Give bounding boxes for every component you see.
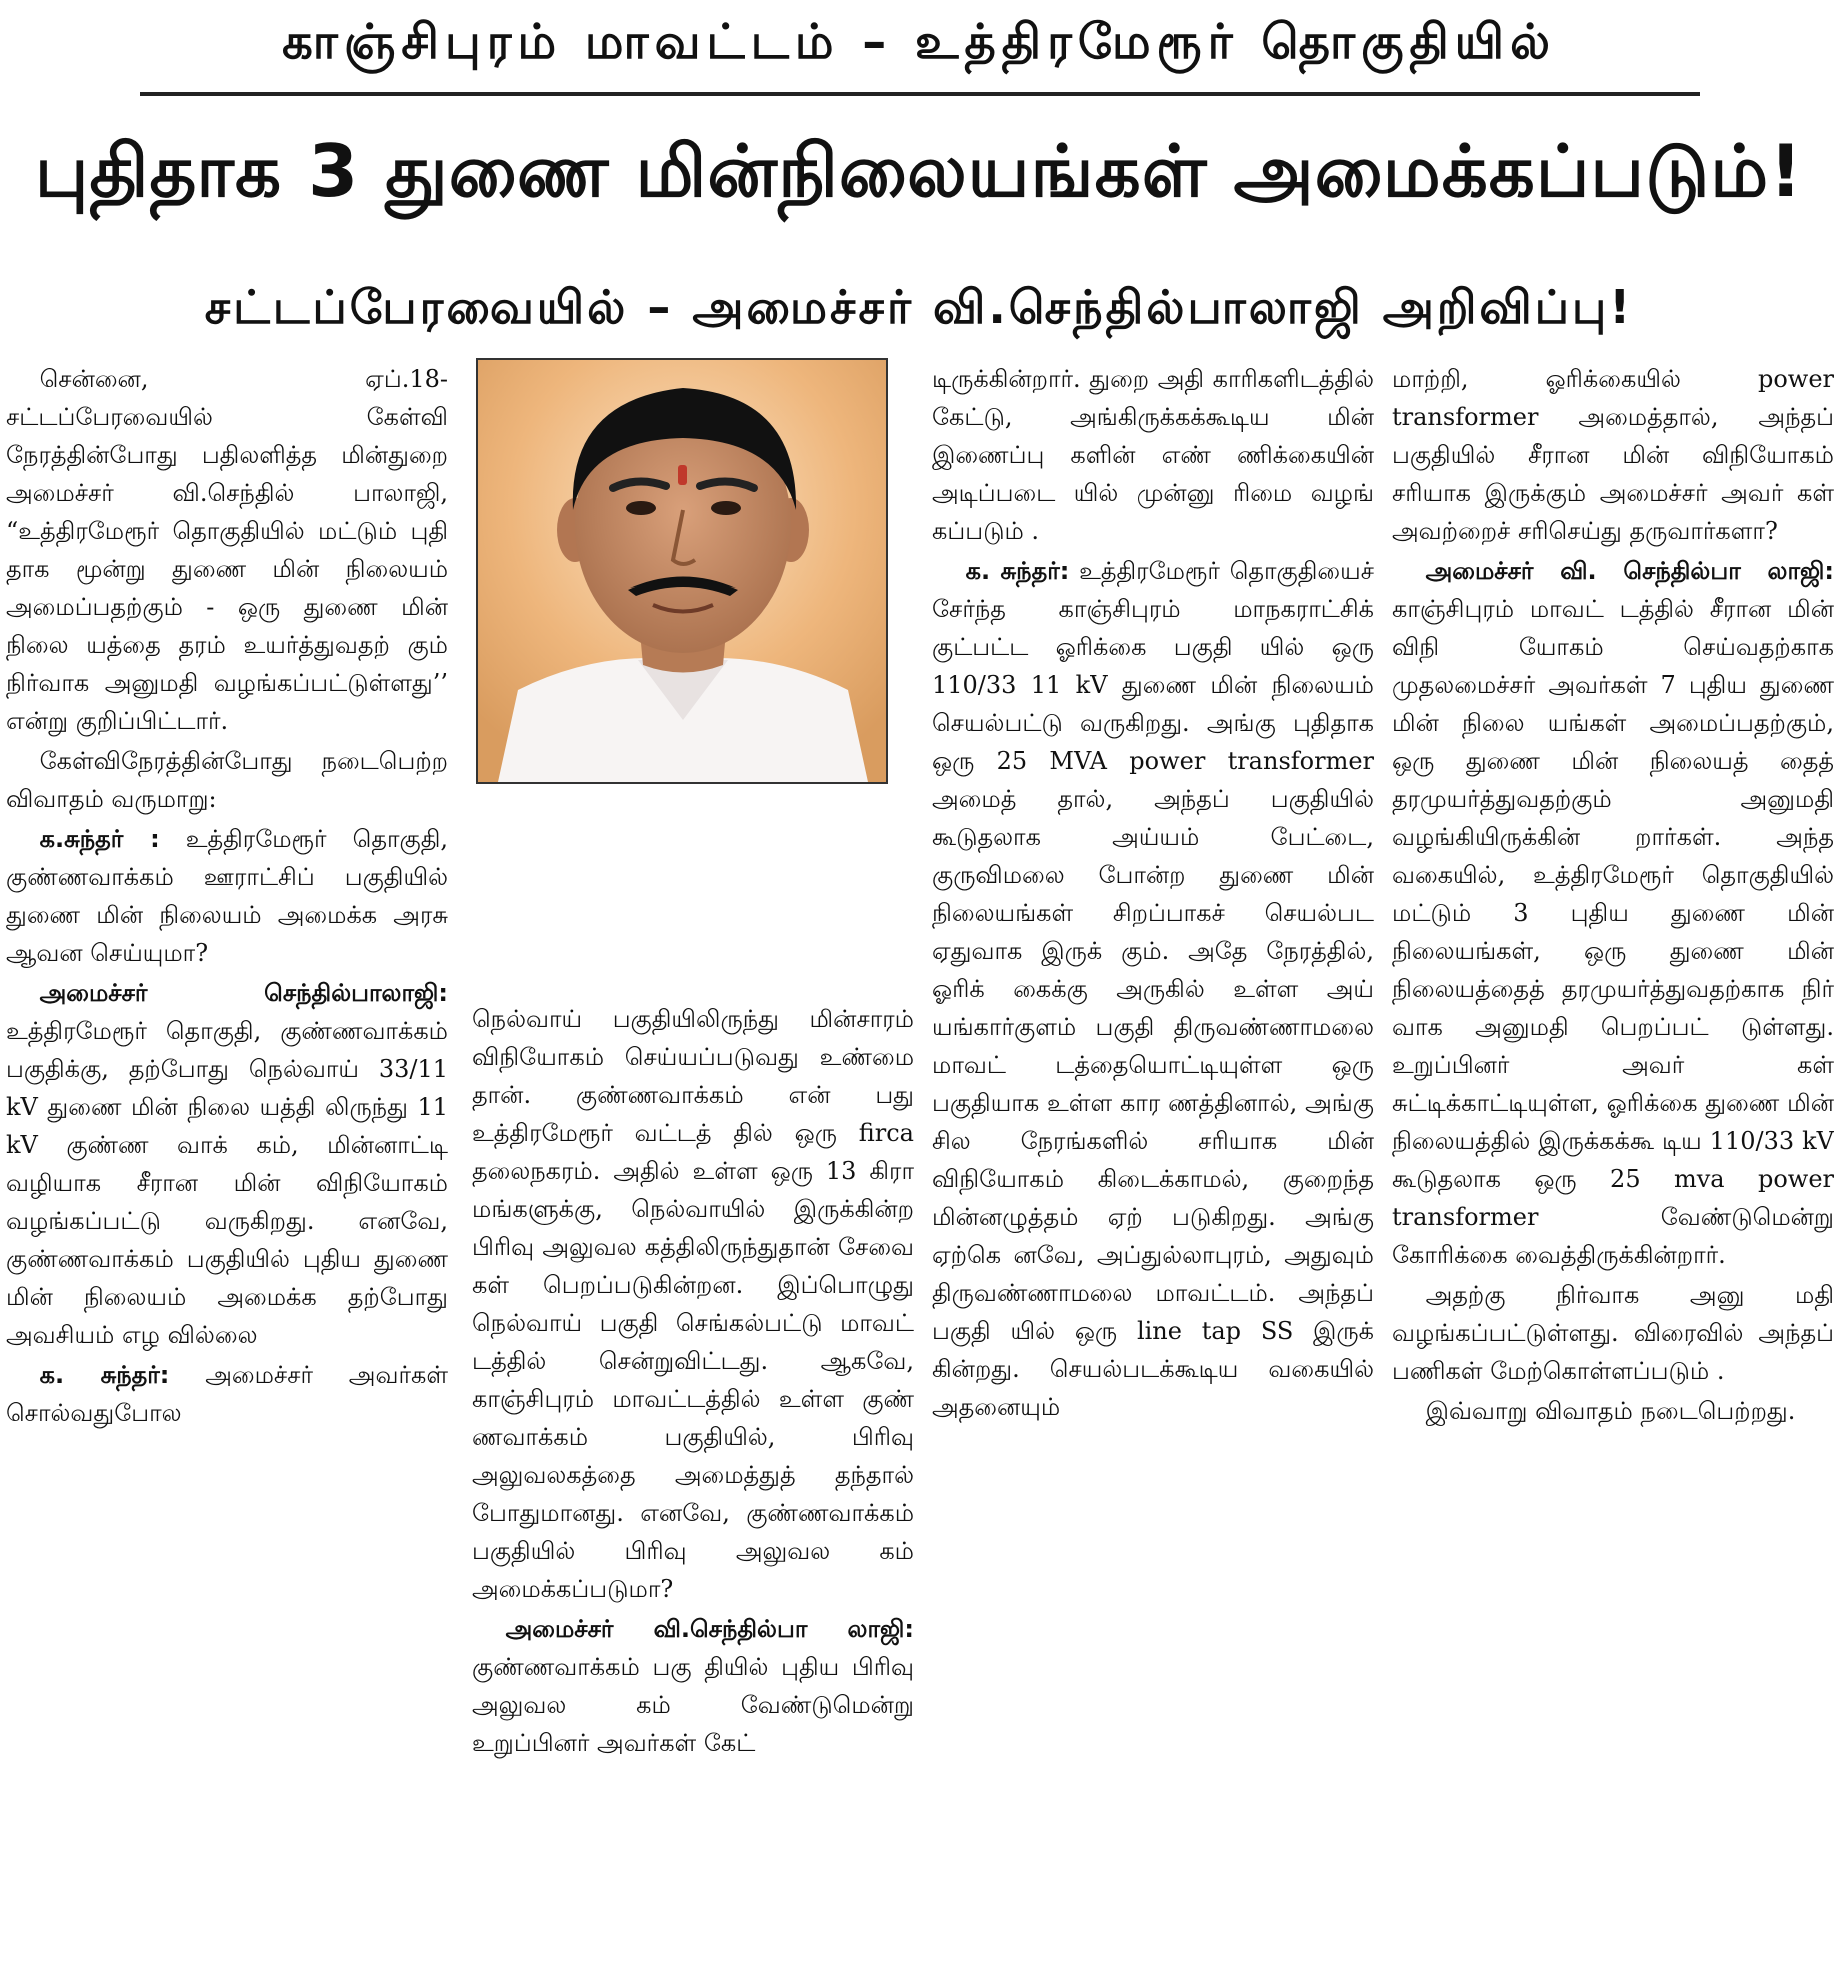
minister-photo xyxy=(476,358,888,784)
paragraph xyxy=(1392,552,1834,1274)
paragraph xyxy=(6,1356,448,1432)
paragraph-text: உத்திரமேரூர் தொகுதி, குண்ணவாக்கம் பகுதிக்கு, தற்போது நெல்வாய் 33/11 kV துணை மின் நிலை யத்தி லிருந்து 11 kV குண்ண வாக் கம், மின்னாட்டி வழியாக சீரான மின் விநியோகம் வழங்கப்பட்டு வருகிறது. எனவே, குண்ணவாக்கம் பகுதியில் புதிய துணை மின் நிலையம் அமைக்க தற்போது அவசியம் எழ வில்லை xyxy=(6,1017,448,1349)
column-4 xyxy=(1392,360,1834,1978)
paragraph xyxy=(6,820,448,972)
paragraph xyxy=(6,742,448,818)
paragraph xyxy=(6,360,448,740)
paragraph xyxy=(932,360,1374,550)
paragraph xyxy=(1392,1392,1834,1430)
headline: புதிதாக 3 துணை மின்நிலையங்கள் அமைக்கப்படும்! xyxy=(34,129,1804,213)
divider xyxy=(140,92,1700,96)
speaker-label: அமைச்சர் செந்தில்பாலாஜி: xyxy=(39,979,448,1007)
paragraph-text: கேள்விநேரத்தின்போது நடைபெற்ற விவாதம் வருமாறு: xyxy=(6,747,448,813)
paragraph-text: சென்னை, ஏப்.18- சட்டப்பேரவையில் கேள்வி நேரத்தின்போது பதிலளித்த மின்துறை அமைச்சர் வி.செந்தில் பாலாஜி, “உத்திரமேரூர் தொகுதியில் மட்டும் புதி தாக மூன்று துணை மின் நிலையம் அமைப்பதற்கும் - ஒரு துணை மின் நிலை யத்தை தரம் உயர்த்துவதற் கும் நிர்வாக அனுமதி வழங்கப்பட்டுள்ளது’’ என்று குறிப்பிட்டார். xyxy=(6,365,448,735)
speaker-label: க.சுந்தர் : xyxy=(39,825,160,853)
paragraph-text: உத்திரமேரூர் தொகுதியைச் சேர்ந்த காஞ்சிபுரம் மாநகராட்சிக் குட்பட்ட ஓரிக்கை பகுதி யில் ஒரு 110/33 11 kV துணை மின் நிலையம் செயல்பட்டு வருகிறது. அங்கு புதிதாக ஒரு 25 MVA power transformer அமைத் தால், அந்தப் பகுதியில் கூடுதலாக அய்யம் பேட்டை, குருவிமலை போன்ற துணை மின் நிலையங்கள் சிறப்பாகச் செயல்பட ஏதுவாக இருக் கும். அதே நேரத்தில், ஓரிக் கைக்கு அருகில் உள்ள அய் யங்கார்குளம் பகுதி திருவண்ணாமலை மாவட் டத்தையொட்டியுள்ள ஒரு பகுதியாக உள்ள கார ணத்தினால், அங்கு சில நேரங்களில் சரியாக மின் விநியோகம் கிடைக்காமல், குறைந்த மின்னழுத்தம் ஏற் படுகிறது. அங்கு ஏற்கெ னவே, அப்துல்லாபுரம், அதுவும் திருவண்ணாமலை மாவட்டம். அந்தப் பகுதி யில் ஒரு line tap SS இருக் கின்றது. செயல்படக்கூடிய வகையில் அதனையும் xyxy=(932,557,1374,1421)
column-2 xyxy=(472,1000,914,1978)
paragraph xyxy=(1392,1276,1834,1390)
paragraph-text: காஞ்சிபுரம் மாவட் டத்தில் சீரான மின் விநி யோகம் செய்வதற்காக முதலமைச்சர் அவர்கள் 7 புதிய துணை மின் நிலை யங்கள் அமைப்பதற்கும், ஒரு துணை மின் நிலையத் தைத் தரமுயர்த்துவதற்கும் அனுமதி வழங்கியிருக்கின் றார்கள். அந்த வகையில், உத்திரமேரூர் தொகுதியில் மட்டும் 3 புதிய துணை மின் நிலையங்கள், ஒரு துணை மின் நிலையத்தைத் தரமுயர்த்துவதற்காக நிர் வாக அனுமதி பெறப்பட் டுள்ளது. உறுப்பினர் அவர் கள் சுட்டிக்காட்டியுள்ள, ஓரிக்கை துணை மின் நிலையத்தில் இருக்கக்கூ டிய 110/33 kV கூடுதலாக ஒரு 25 mva power transformer வேண்டுமென்று கோரிக்கை வைத்திருக்கின்றார். xyxy=(1392,595,1834,1269)
paragraph-text: இவ்வாறு விவாதம் நடைபெற்றது. xyxy=(1425,1397,1796,1425)
paragraph-text: அதற்கு நிர்வாக அனு மதி வழங்கப்பட்டுள்ளது. விரைவில் அந்தப் பணிகள் மேற்கொள்ளப்படும் . xyxy=(1392,1281,1834,1385)
speaker-label: க. சுந்தர்: xyxy=(39,1361,170,1389)
speaker-label: க. சுந்தர்: xyxy=(965,557,1070,585)
paragraph-text: குண்ணவாக்கம் பகு தியில் புதிய பிரிவு அலுவல கம் வேண்டுமென்று உறுப்பினர் அவர்கள் கேட் xyxy=(472,1653,914,1757)
paragraph xyxy=(472,1610,914,1762)
column-3 xyxy=(932,360,1374,1978)
subheadline: சட்டப்பேரவையில் – அமைச்சர் வி.செந்தில்பாலாஜி அறிவிப்பு! xyxy=(204,280,1634,334)
paragraph xyxy=(932,552,1374,1426)
paragraph-text: மாற்றி, ஓரிக்கையில் power transformer அமைத்தால், அந்தப் பகுதியில் சீரான மின் விநியோகம் சரியாக இருக்கும் அமைச்சர் அவர் கள் அவற்றைச் சரிசெய்து தருவார்களா? xyxy=(1392,365,1834,545)
paragraph xyxy=(1392,360,1834,550)
paragraph xyxy=(472,1000,914,1608)
speaker-label: அமைச்சர் வி. செந்தில்பா லாஜி: xyxy=(1425,557,1834,585)
paragraph-text: உத்திரமேரூர் தொகுதி, குண்ணவாக்கம் ஊராட்சிப் பகுதியில் துணை மின் நிலையம் அமைக்க அரசு ஆவன செய்யுமா? xyxy=(6,825,448,967)
paragraph-text: நெல்வாய் பகுதியிலிருந்து மின்சாரம் விநியோகம் செய்யப்படுவது உண்மை தான். குண்ணவாக்கம் என் பது உத்திரமேரூர் வட்டத் தில் ஒரு firca தலைநகரம். அதில் உள்ள ஒரு 13 கிரா மங்களுக்கு, நெல்வாயில் இருக்கின்ற பிரிவு அலுவல கத்திலிருந்துதான் சேவை கள் பெறப்படுகின்றன. இப்பொழுது நெல்வாய் பகுதி செங்கல்பட்டு மாவட் டத்தில் சென்றுவிட்டது. ஆகவே, காஞ்சிபுரம் மாவட்டத்தில் உள்ள குண் ணவாக்கம் பகுதியில், பிரிவு அலுவலகத்தை அமைத்துத் தந்தால் போதுமானது. எனவே, குண்ணவாக்கம் பகுதியில் பிரிவு அலுவல கம் அமைக்கப்படுமா? xyxy=(472,1005,914,1603)
column-1 xyxy=(6,360,448,1978)
portrait-image xyxy=(478,360,886,782)
paragraph xyxy=(6,974,448,1354)
kicker: காஞ்சிபுரம் மாவட்டம் – உத்திரமேரூர் தொகுதியில் xyxy=(282,14,1556,70)
paragraph-text: அமைச்சர் அவர்கள் சொல்வதுபோல xyxy=(6,1361,448,1427)
paragraph-text: டிருக்கின்றார். துறை அதி காரிகளிடத்தில் கேட்டு, அங்கிருக்கக்கூடிய மின் இணைப்பு களின் எண் ணிக்கையின் அடிப்படை யில் முன்னு ரிமை வழங் கப்படும் . xyxy=(932,365,1374,545)
speaker-label: அமைச்சர் வி.செந்தில்பா லாஜி: xyxy=(505,1615,914,1643)
